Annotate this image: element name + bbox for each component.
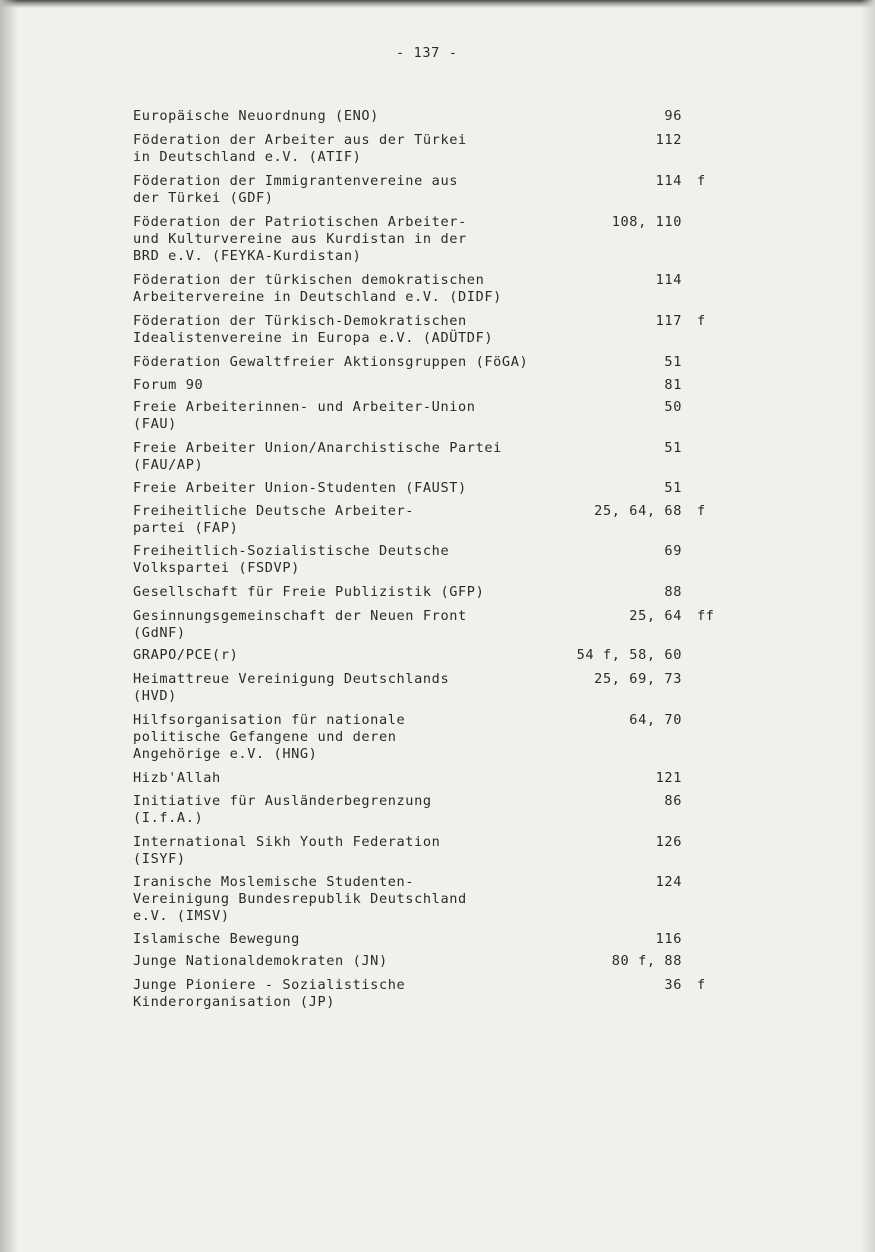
- entry-page-refs: 64,: [629, 712, 656, 728]
- entry-page-ref-final: 81: [664, 377, 682, 393]
- entry-name: Freie Arbeiter Union/Anarchistische Partei (FAU/AP): [133, 440, 502, 473]
- entry-name: Islamische Bewegung: [133, 931, 300, 947]
- index-entry: [133, 834, 733, 868]
- entry-page-suffix: f: [697, 503, 706, 519]
- entry-page-ref-final: 36: [664, 977, 682, 993]
- entry-name: Hizb'Allah: [133, 770, 221, 786]
- entry-page-ref-final: 96: [664, 108, 682, 124]
- entry-page-ref-final: 116: [655, 931, 682, 947]
- index-entry: [133, 584, 733, 601]
- entry-page-ref-final: 51: [664, 440, 682, 456]
- entry-page-ref-final: 126: [655, 834, 682, 850]
- index-entry: [133, 440, 733, 474]
- entry-name: Gesellschaft für Freie Publizistik (GFP): [133, 584, 485, 600]
- index-entry: [133, 931, 733, 948]
- entry-page-ref-final: 51: [664, 480, 682, 496]
- index-entry: [133, 953, 733, 970]
- index-entry: [133, 503, 733, 537]
- entry-name: International Sikh Youth Federation (ISYF): [133, 834, 441, 867]
- index-entry: [133, 377, 733, 394]
- entry-name: Föderation der Türkisch-Demokratischen Idealistenvereine in Europa e.V. (ADÜTDF): [133, 313, 494, 346]
- index-entry: [133, 354, 733, 371]
- entry-page-ref-final: 114: [655, 272, 682, 288]
- entry-page-ref-final: 88: [664, 953, 682, 969]
- entry-page-ref-final: 117: [655, 313, 682, 329]
- entry-name: Freie Arbeiter Union-Studenten (FAUST): [133, 480, 467, 496]
- entry-name: Föderation Gewaltfreier Aktionsgruppen (FöGA): [133, 354, 529, 370]
- index-entry: [133, 977, 733, 1011]
- entry-name: Gesinnungsgemeinschaft der Neuen Front (GdNF): [133, 608, 467, 641]
- entry-page-ref-final: 112: [655, 132, 682, 148]
- entry-name: Iranische Moslemische Studenten- Vereinigung Bundesrepublik Deutschland e.V. (IMSV): [133, 874, 467, 924]
- entry-page-ref-final: 70: [664, 712, 682, 728]
- entry-page-ref-final: 73: [664, 671, 682, 687]
- index-entry: [133, 399, 733, 433]
- entry-page-ref-final: 124: [655, 874, 682, 890]
- entry-name: Initiative für Ausländerbegrenzung (I.f.A.): [133, 793, 432, 826]
- index-entry: [133, 770, 733, 787]
- entry-page-refs: 25, 64,: [594, 503, 656, 519]
- index-entry: [133, 108, 733, 125]
- entry-page-refs: 80 f,: [611, 953, 656, 969]
- entry-page-ref-final: 60: [664, 647, 682, 663]
- entry-name: Junge Pioniere - Sozialistische Kinderorganisation (JP): [133, 977, 406, 1010]
- entry-name: Föderation der türkischen demokratischen Arbeitervereine in Deutschland e.V. (DIDF): [133, 272, 502, 305]
- entry-page-refs: 54 f, 58,: [576, 647, 656, 663]
- entry-name: Freiheitliche Deutsche Arbeiter- partei (FAP): [133, 503, 415, 536]
- entry-name: Forum 90: [133, 377, 204, 393]
- scan-shadow-left: [0, 0, 18, 1252]
- entry-name: Junge Nationaldemokraten (JN): [133, 953, 388, 969]
- index-entry: [133, 793, 733, 827]
- entry-page-ref-final: 51: [664, 354, 682, 370]
- entry-page-suffix: ff: [697, 608, 715, 624]
- scan-shadow-right: [861, 0, 875, 1252]
- entry-page-refs: 25, 69,: [594, 671, 656, 687]
- entry-name: Europäische Neuordnung (ENO): [133, 108, 379, 124]
- entry-page-ref-final: 121: [655, 770, 682, 786]
- entry-name: Freie Arbeiterinnen- und Arbeiter-Union (FAU): [133, 399, 476, 432]
- entry-page-ref-final: 86: [664, 793, 682, 809]
- index-entry: [133, 543, 733, 577]
- entry-page-ref-final: 110: [655, 214, 682, 230]
- entry-name: Freiheitlich-Sozialistische Deutsche Volkspartei (FSDVP): [133, 543, 450, 576]
- index-entry: [133, 313, 733, 347]
- index-entry: [133, 608, 733, 642]
- index-entry: [133, 712, 733, 763]
- entry-name: Föderation der Patriotischen Arbeiter- und Kulturvereine aus Kurdistan in der BRD e.V. (FEYKA-Kurdistan): [133, 214, 467, 264]
- entry-page-ref-final: 88: [664, 584, 682, 600]
- index-entry: [133, 671, 733, 705]
- entry-page-suffix: f: [697, 313, 706, 329]
- entry-page-refs: 108,: [611, 214, 647, 230]
- index-entry: [133, 874, 733, 925]
- entry-name: Föderation der Arbeiter aus der Türkei in Deutschland e.V. (ATIF): [133, 132, 467, 165]
- entry-page-suffix: f: [697, 977, 706, 993]
- index-entry: [133, 647, 733, 664]
- index-entry-list: [133, 108, 733, 1011]
- entry-page-ref-final: 64: [664, 608, 682, 624]
- entry-name: Heimattreue Vereinigung Deutschlands (HVD): [133, 671, 450, 704]
- index-entry: [133, 132, 733, 166]
- index-entry: [133, 480, 733, 497]
- entry-page-ref-final: 114: [655, 173, 682, 189]
- index-entry: [133, 173, 733, 207]
- entry-page-ref-final: 50: [664, 399, 682, 415]
- entry-page-ref-final: 69: [664, 543, 682, 559]
- scan-shadow-top: [0, 0, 875, 8]
- index-entry: [133, 214, 733, 265]
- entry-name: Hilfsorganisation für nationale politische Gefangene und deren Angehörige e.V. (HNG): [133, 712, 406, 762]
- entry-page-suffix: f: [697, 173, 706, 189]
- entry-page-ref-final: 68: [664, 503, 682, 519]
- entry-name: GRAPO/PCE(r): [133, 647, 239, 663]
- index-entry: [133, 272, 733, 306]
- page-number: - 137 -: [396, 45, 458, 61]
- entry-name: Föderation der Immigrantenvereine aus der Türkei (GDF): [133, 173, 459, 206]
- entry-page-refs: 25,: [629, 608, 656, 624]
